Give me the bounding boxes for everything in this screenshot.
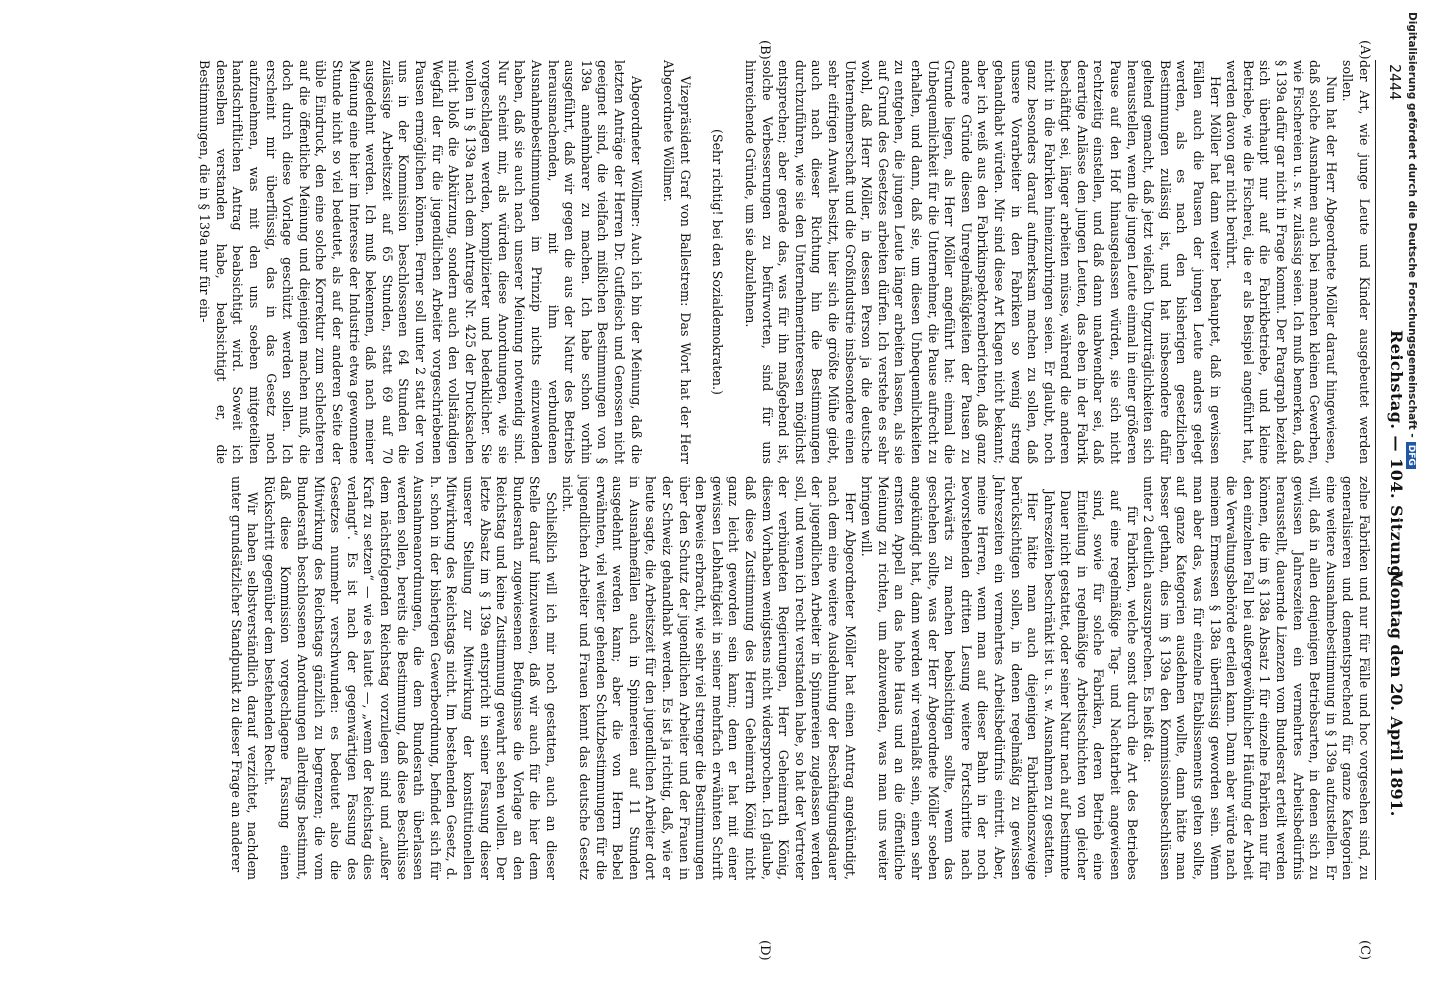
paragraph: Herr Möller hat dann weiter behauptet, daß in gewissen Fällen auch die Pausen der jungen Leute anders gelegt werden, als es nach den bisherigen gesetzlichen Bestimmungen zulässig ist, und hat insbesondere dafür geltend gemacht, daß jetzt vielfach Ungzuträglichkeiten sich herausstellen, wenn die jungen Leute einmal in einer größeren Pause auf den Hof hinausgelassen würden, sie sich nicht rechtzeitig einstellen, und daß dann unabwendbar sei, daß derartige Anlässe den jungen Leuten, das eben in der Fabrik beschäftigt sei, länger arbeiten müsse, während die anderen nicht in die Fabriken hineinzubringen seien. Er glaubt, noch ganz besonders darauf aufmerksam machen zu sollen, daß unsere Vorarbeiter in den Fabriken so wenig streng gehandhabt würden. Mir sind diese Art Klagen nicht bekannt; aber ich weiß aus den Fabrikinspektorenberichten, daß ganz andere Gründe diesen Unregelmäßigkeiten der Pausen zu Grunde liegen, als Herr Möller angeführt hat: einmal die Unbequemlichkeit für die Unternehmer, die Pause aufrecht zu erhalten, und dann, daß sie, um diesen Unbequemlichkeiten zu entgehen, die jungen Leute länger arbeiten lassen, als sie auf Grund des Gesetzes arbeiten dürfen. Ich verstehe es sehr wohl, daß Herr Möller, in dessen Person ja die deutsche Unternehmerschaft und die Großindustrie insbesondere einen sehr eifrigen Anwalt besitzt, hier sich die größte Mühe giebt, auch nach dieser Richtung hin die Bestimmungen durchzuführen, wie sie den Unternehmerinteressen möglichst entsprechen; aber gerade das, was für ihn maßgebend ist, solche Verbesserungen zu befürworten, sind für uns hinreichende Gründe, um sie abzulehnen. [743, 60, 1223, 464]
stamp-text: Digitalisierung gefördert durch die Deutsche Forschungsgemeinschaft - [1406, 12, 1418, 438]
paragraph: zelne Fabriken und nur für Fälle und hoc vorgesehen sind, zu generalisieren und dementsprechend für ganze Kategorien eine weitere Ausnahmebestimmung in § 139a aufzustellen. Er will, daß in allen denjenigen Betriebsarten, in denen sich zu gewissen Jahreszeiten ein vermehrtes Arbeitsbedürfnis herausstellt, dauernde Lizenzen vom Bundesrat erteilt werden können, die im § 138a Absatz 1 für einzelne Fabriken nur für den einzelnen Fall bei außergewöhnlicher Häufung der Arbeit die Verwaltungsbehörde erteilen kann. Dann aber würde nach meinem Ermessen § 138a überflüssig geworden sein. Wenn man aber das, was für einzelne Etablissements gelten sollte, auf ganze Kategorien ausdehnen wollte, dann hätte man besser gethan, dies im § 139a den Kommissionsbeschlüssen unter 2 deutlich auszusprechen. Es heißt da: [1141, 476, 1372, 880]
paragraph: Wir haben selbstverständlich darauf verzichtet, nachdem unter grundsätzlicher Standpunkt zu dieser Frage an anderer [228, 476, 261, 880]
digitization-stamp [1406, 12, 1418, 469]
paragraph: Hier hätte man auch diejenigen Fabrikationszweige berücksichtigen sollen, in denen regelmäßig zu gewissen Jahreszeiten ein vermehrtes Arbeitsbedürfnis eintritt. Aber, meine Herren, wenn man auf dieser Bahn in der noch bevorstehenden dritten Lesung weitere Fortschritte nach rückwärts zu machen beabsichtigen sollte, wenn das geschehen sollte, was der Herr Abgeordnete Möller soeben angekündigt hat, dann werden wir veranlaßt sein, einen sehr ernsten Appell an das hohe Haus und an die öffentliche Meinung zu richten, um abzuwenden, was man uns weiter bringen will. [859, 476, 1041, 880]
right-text-column [227, 476, 1372, 880]
margin-mark-c: (C) [1357, 940, 1372, 961]
speech-paragraph: Abgeordneter Wöllmer: Auch ich bin der Meinung, daß die letzten Anträge der Herren Dr. Gutfleisch und Genossen nicht geeignet sind, die vielfach mißlichen Bestimmungen von § 139a annehmbarer zu machen. Ich habe schon vorhin ausgeführt, daß wir gegen die aus der Natur des Betriebs herausmachenden, mit ihm verbundenen Ausnahmebestimmungen im Prinzip nichts einzuwenden haben, daß sie auch nach unserer Meinung notwendig sind. Nur scheint mir, als würden diese Anordnungen, wie sie vorgeschlagen werden, komplizierter und bedenklicher. Sie wollen in § 139a nach dem Antrage Nr. 425 der Drucksachen nicht bloß die Abkürzung, sondern auch den vollständigen Wegfall der für die jugendlichen Arbeiter vorgeschriebenen Pausen ermöglichen können. Ferner soll unter 2 statt der von uns in der Kommission beschlossenen 64 Stunden die zulässige Arbeitszeit auf 65 Stunden, statt 69 auf 70 ausgedehnt werden. Ich muß bekennen, daß nach meiner Meinung eine hier im Interesse der Industrie etwa gewonnene Stunde nicht so viel bedeutet, als auf der anderen Seite der üble Eindruck, den eine solche Korrektur zum schlechteren auf die öffentliche Meinung und diejenigen machen muß, die doch durch diese Vorlage geschützt werden sollen. Ich erscheint mir überflüssig, das in das Gesetz noch aufzunehmen, was mit den uns soeben mitgeteilten handschriftlichen Antrag beabsichtigt wird. Soweit ich denselben verstanden habe, beabsichtigt er, die Bestimmungen, die in § 139a nur für ein- [197, 60, 644, 464]
interjection: (Sehr richtig! bei den Sozialdemokraten.) [710, 129, 726, 395]
paragraph: Herr Abgeordneter Möller hat einen Antrag angekündigt, nach dem eine weitere Ausdehnung der Beschäftigungsdauer der jugendlichen Arbeiter in Spinnereien zugelassen werden soll, und wenn ich recht verstanden habe, so hat der Vertreter der verbündeten Regierungen, Herr Geheimrath König, diesem Vorhaben wenigstens nicht widersprochen. Ich glaube, daß diese Zustimmung des Herrn Geheimrath König nicht ganz leicht geworden sein kann; denn er hat mit einer gewissen Lebhaftigkeit in seiner mehrfach erwähnten Schrift den Beweis erbracht, wie sehr viel strenger die Bestimmungen über den Schutz der jugendlichen Arbeiter und der Frauen in der Schweiz gehandhabt werden. Es ist ja richtig, daß, wie er heute sagte, die Arbeitszeit für den jugendlichen Arbeiter dort in Ausnahmefällen auch in Spinnereien auf 11 Stunden ausgedehnt werden kann; aber die von Herrn Bebel erwähnten, viel weiter gehenden Schutzbestimmungen für die jugendlichen Arbeiter und Frauen kennt das deutsche Gesetz nicht. [560, 476, 858, 880]
header-rule [1375, 60, 1376, 880]
speaker-introduction: Vizepräsident Graf von Ballestrem: Das Wort hat der Herr Abgeordnete Wöllmer. [661, 60, 693, 464]
margin-mark-a: (A) [1357, 40, 1372, 60]
page-title: Reichstag. — 104. Sitzung. [1387, 330, 1406, 584]
paragraph: Nun hat der Herr Abgeordnete Möller darauf hingewiesen, daß solche Ausnahmen auch bei manchen kleinen Gewerben, wie Fischereien u. s. w. zulässig seien. Ich muß bemerken, daß § 139a dafür gar nicht in Frage kommt. Der Paragraph bezieht sich überhaupt nur auf die Fabrikbetriebe, und kleine Betriebe, wie die Fischerei, die er als Beispiel angeführt hat, werden davon gar nicht berührt. [1224, 60, 1339, 464]
paragraph: Schließlich will ich mir noch gestatten, auch an dieser Stelle darauf hinzuweisen, daß wir auch für die hier dem Bundesrath zugewiesenen Befugnisse die Vorlage an den Reichstag und keine Zustimmung gewahrt sehen wollen. Der letzte Absatz im § 139a entspricht in seiner Fassung dieser unserer Stellung zur Mitwirkung der konstitutionellen Mitwirkung des Reichstags nicht. Im bestehenden Gesetz, d. h. schon in der bisherigen Gewerbeordnung, befindet sich für Ausnahmeanordnungen, die dem Bundesrath überlassen werden sollen, bereits die Bestimmung, daß diese Beschlüsse dem nächstfolgenden Reichstag vorzulegen sind und „außer Kraft zu setzen“ — wie es lautet —, „wenn der Reichstag dies verlangt“. Es ist nach der gegenwärtigen Fassung des Gesetzes nunmehr verschwunden: es bedeutet also die Mitwirkung des Reichstags gänzlich zu begrenzen; die vom Bundesrath beschlossenen Anordnungen allerdings bestimmt, daß diese Kommission vorgeschlagene Fassung einen Rückschritt gegenüber dem bestehenden Recht. [261, 476, 559, 880]
page-header [1372, 0, 1432, 1000]
page-number: 2444 [1386, 64, 1404, 101]
quotation: für Fabriken, welche sonst durch die Art des Betriebes auf eine regelmäßige Tag- und Nachtarbeit angewiesen sind, sowie für solche Fabriken, deren Betrieb eine Einteilung in regelmäßige Arbeitsschichten von gleicher Dauer nicht gestattet, oder seiner Natur nach auf bestimmte Jahreszeiten beschränkt ist u. s. w. Ausnahmen zu gestatten. [1041, 490, 1140, 880]
session-date: Montag den 20. April 1891. [1387, 570, 1406, 817]
dfg-logo: DFG [1406, 442, 1416, 469]
margin-mark-b: (B) [757, 40, 772, 60]
paragraph: der Art, wie junge Leute und Kinder ausgebeutet werden sollen. [1340, 60, 1372, 464]
margin-mark-d: (D) [757, 940, 772, 961]
left-text-column [196, 60, 1372, 464]
